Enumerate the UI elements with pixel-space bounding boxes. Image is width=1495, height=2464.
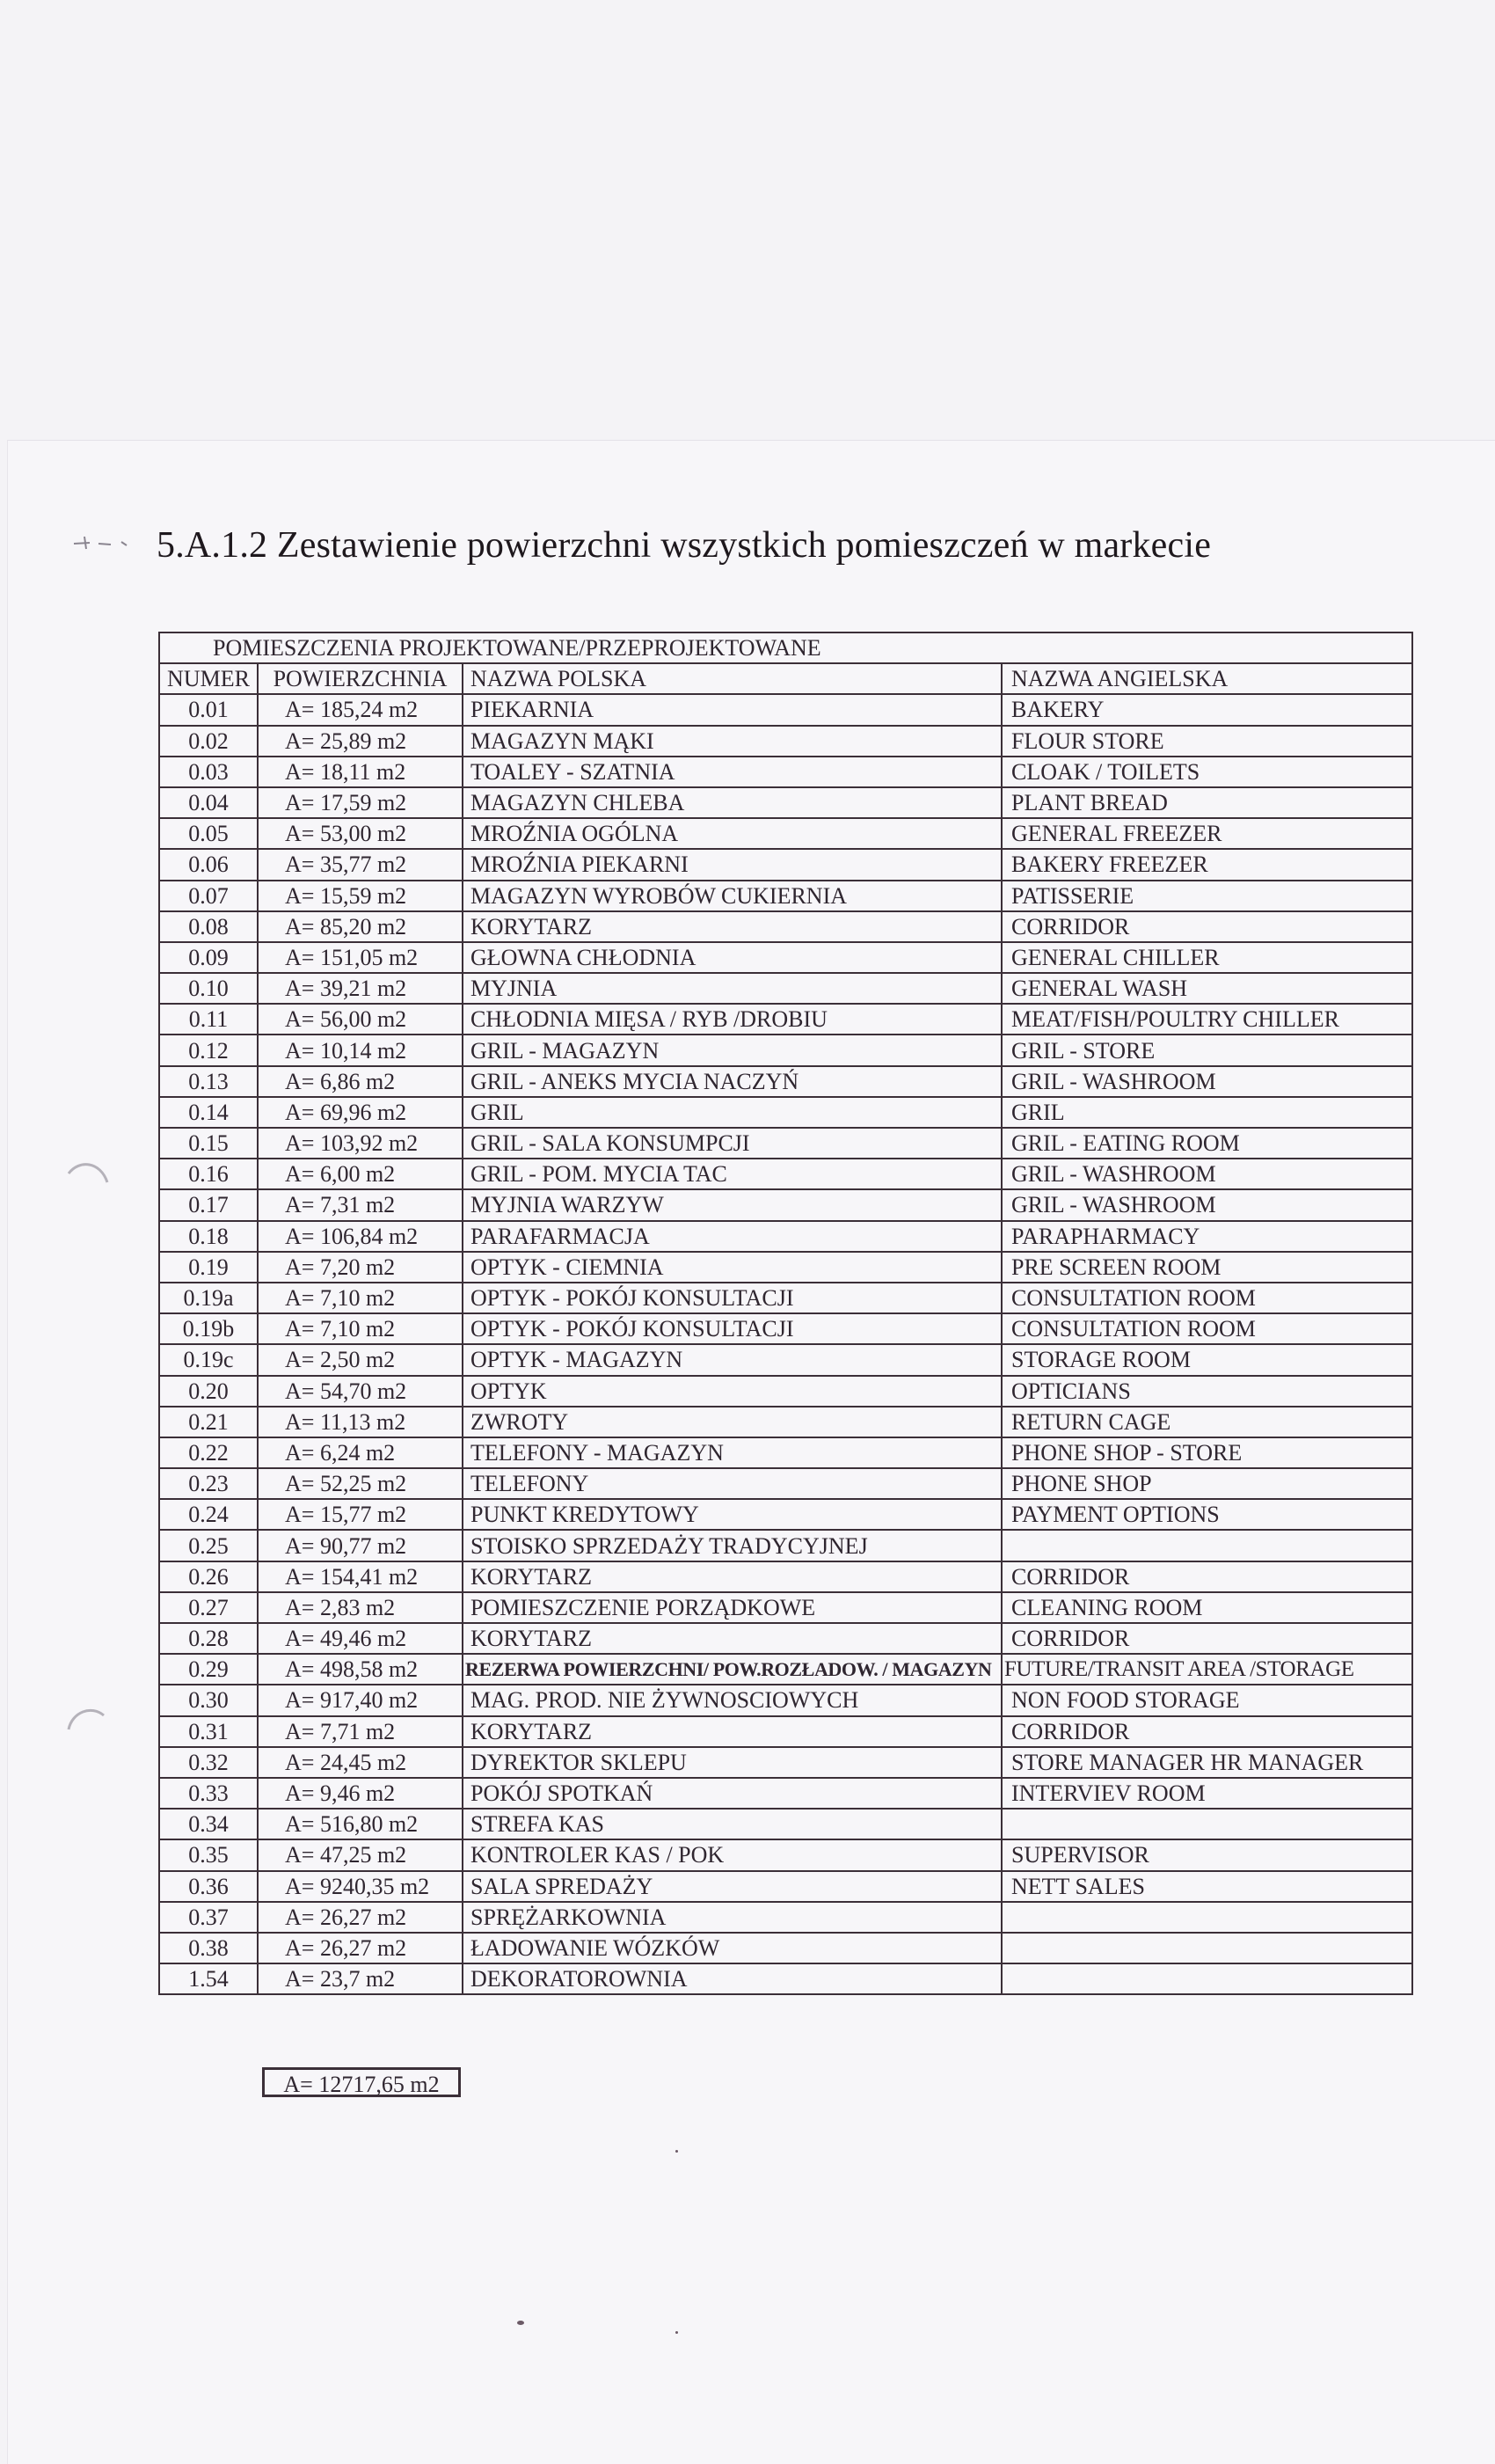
cell-polish-name: MYJNIA [463,973,1002,1004]
cell-english-name: CORRIDOR [1002,1561,1412,1592]
cell-area: A= 516,80 m2 [258,1809,463,1839]
cell-area: A= 6,86 m2 [258,1066,463,1097]
table-row [159,1252,1412,1283]
cell-area: A= 9240,35 m2 [258,1871,463,1902]
cell-area: A= 25,89 m2 [258,726,463,757]
cell-number: 0.12 [159,1035,258,1065]
cell-english-name: GRIL [1002,1097,1412,1128]
cell-english-name: BAKERY [1002,694,1412,725]
scan-speck [675,2331,678,2334]
cell-number: 0.19b [159,1313,258,1344]
cell-polish-name: OPTYK - MAGAZYN [463,1344,1002,1375]
cell-area: A= 151,05 m2 [258,942,463,973]
cell-area: A= 54,70 m2 [258,1376,463,1407]
cell-polish-name: OPTYK - POKÓJ KONSULTACJI [463,1283,1002,1313]
cell-english-name: CLEANING ROOM [1002,1592,1412,1623]
cell-english-name [1002,1809,1412,1839]
cell-english-name: GENERAL FREEZER [1002,818,1412,849]
cell-number: 0.33 [159,1778,258,1809]
cell-english-name: INTERVIEV ROOM [1002,1778,1412,1809]
cell-polish-name: MAG. PROD. NIE ŻYWNOSCIOWYCH [463,1685,1002,1715]
cell-polish-name: MROŹNIA PIEKARNI [463,849,1002,880]
cell-number: 1.54 [159,1963,258,1994]
cell-english-name: GRIL - WASHROOM [1002,1066,1412,1097]
cell-number: 0.04 [159,787,258,818]
cell-polish-name: PUNKT KREDYTOWY [463,1499,1002,1530]
cell-number: 0.15 [159,1128,258,1159]
cell-area: A= 7,71 m2 [258,1716,463,1747]
table-row [159,1376,1412,1407]
cell-number: 0.34 [159,1809,258,1839]
table-row [159,1716,1412,1747]
cell-number: 0.19c [159,1344,258,1375]
cell-polish-name: GRIL - SALA KONSUMPCJI [463,1128,1002,1159]
cell-polish-name: DEKORATOROWNIA [463,1963,1002,1994]
cell-english-name: PRE SCREEN ROOM [1002,1252,1412,1283]
cell-polish-name: KORYTARZ [463,1623,1002,1654]
cell-area: A= 85,20 m2 [258,911,463,942]
cell-english-name: PLANT BREAD [1002,787,1412,818]
cell-english-name: CONSULTATION ROOM [1002,1313,1412,1344]
cell-polish-name: STOISKO SPRZEDAŻY TRADYCYJNEJ [463,1530,1002,1561]
cell-polish-name: OPTYK - POKÓJ KONSULTACJI [463,1313,1002,1344]
cell-area: A= 69,96 m2 [258,1097,463,1128]
cell-english-name: STORE MANAGER HR MANAGER [1002,1747,1412,1778]
table-row [159,911,1412,942]
cell-number: 0.18 [159,1221,258,1252]
cell-number: 0.32 [159,1747,258,1778]
cell-english-name: FUTURE/TRANSIT AREA /STORAGE [1002,1654,1412,1685]
table-row [159,757,1412,787]
cell-area: A= 56,00 m2 [258,1004,463,1035]
cell-english-name: PATISSERIE [1002,881,1412,911]
cell-number: 0.19a [159,1283,258,1313]
table-row [159,1468,1412,1499]
cell-area: A= 6,00 m2 [258,1159,463,1189]
cell-polish-name: OPTYK [463,1376,1002,1407]
cell-english-name: MEAT/FISH/POULTRY CHILLER [1002,1004,1412,1035]
cell-number: 0.22 [159,1437,258,1468]
cell-number: 0.29 [159,1654,258,1685]
cell-polish-name: POKÓJ SPOTKAŃ [463,1778,1002,1809]
cell-number: 0.36 [159,1871,258,1902]
cell-area: A= 7,31 m2 [258,1189,463,1220]
cell-english-name: PARAPHARMACY [1002,1221,1412,1252]
cell-area: A= 90,77 m2 [258,1530,463,1561]
table-row [159,1530,1412,1561]
cell-number: 0.17 [159,1189,258,1220]
cell-number: 0.05 [159,818,258,849]
cell-area: A= 15,59 m2 [258,881,463,911]
table-row [159,1902,1412,1933]
cell-english-name [1002,1530,1412,1561]
table-row [159,1654,1412,1685]
pen-mark [72,528,151,554]
cell-area: A= 917,40 m2 [258,1685,463,1715]
cell-english-name: FLOUR STORE [1002,726,1412,757]
cell-number: 0.06 [159,849,258,880]
table-row [159,818,1412,849]
cell-number: 0.03 [159,757,258,787]
cell-number: 0.01 [159,694,258,725]
cell-english-name: BAKERY FREEZER [1002,849,1412,880]
table-row [159,1189,1412,1220]
cell-number: 0.35 [159,1839,258,1870]
cell-area: A= 7,10 m2 [258,1313,463,1344]
cell-number: 0.10 [159,973,258,1004]
punch-hole-upper [62,1152,114,1205]
cell-number: 0.19 [159,1252,258,1283]
cell-english-name: GRIL - STORE [1002,1035,1412,1065]
cell-polish-name: SPRĘŻARKOWNIA [463,1902,1002,1933]
column-header-number: NUMER [159,663,258,694]
table-row [159,1283,1412,1313]
table-row [159,1747,1412,1778]
total-area: A= 12717,65 m2 [262,2067,461,2097]
table-row [159,1004,1412,1035]
cell-area: A= 35,77 m2 [258,849,463,880]
cell-polish-name: GRIL [463,1097,1002,1128]
cell-number: 0.38 [159,1933,258,1963]
cell-english-name: CLOAK / TOILETS [1002,757,1412,787]
column-header-polish-name: NAZWA POLSKA [463,663,1002,694]
cell-english-name: STORAGE ROOM [1002,1344,1412,1375]
cell-polish-name: PARAFARMACJA [463,1221,1002,1252]
table-row [159,1159,1412,1189]
cell-polish-name: STREFA KAS [463,1809,1002,1839]
cell-polish-name: TOALEY - SZATNIA [463,757,1002,787]
cell-polish-name: MAGAZYN WYROBÓW CUKIERNIA [463,881,1002,911]
cell-polish-name: KORYTARZ [463,1561,1002,1592]
cell-english-name: SUPERVISOR [1002,1839,1412,1870]
cell-area: A= 26,27 m2 [258,1933,463,1963]
table-row [159,1313,1412,1344]
cell-number: 0.28 [159,1623,258,1654]
cell-number: 0.21 [159,1407,258,1437]
cell-area: A= 10,14 m2 [258,1035,463,1065]
cell-english-name: CONSULTATION ROOM [1002,1283,1412,1313]
cell-polish-name: GRIL - MAGAZYN [463,1035,1002,1065]
cell-area: A= 498,58 m2 [258,1654,463,1685]
cell-area: A= 154,41 m2 [258,1561,463,1592]
cell-number: 0.02 [159,726,258,757]
cell-polish-name: TELEFONY - MAGAZYN [463,1437,1002,1468]
cell-english-name [1002,1963,1412,1994]
cell-number: 0.23 [159,1468,258,1499]
scan-speck [675,2150,678,2153]
cell-number: 0.25 [159,1530,258,1561]
table-group-header-row [159,632,1412,663]
table-row [159,1097,1412,1128]
table-row [159,1839,1412,1870]
cell-area: A= 26,27 m2 [258,1902,463,1933]
cell-area: A= 15,77 m2 [258,1499,463,1530]
cell-english-name [1002,1933,1412,1963]
table-row [159,1128,1412,1159]
table-row [159,1809,1412,1839]
cell-area: A= 9,46 m2 [258,1778,463,1809]
cell-number: 0.14 [159,1097,258,1128]
table-row [159,881,1412,911]
cell-number: 0.37 [159,1902,258,1933]
cell-area: A= 23,7 m2 [258,1963,463,1994]
document-heading: 5.A.1.2 Zestawienie powierzchni wszystkich pomieszczeń w markecie [157,525,1212,566]
cell-polish-name: KORYTARZ [463,911,1002,942]
cell-number: 0.08 [159,911,258,942]
cell-polish-name: GRIL - ANEKS MYCIA NACZYŃ [463,1066,1002,1097]
cell-area: A= 17,59 m2 [258,787,463,818]
cell-english-name: OPTICIANS [1002,1376,1412,1407]
cell-polish-name: POMIESZCZENIE PORZĄDKOWE [463,1592,1002,1623]
table-row [159,973,1412,1004]
cell-polish-name: REZERWA POWIERZCHNI/ POW.ROZŁADOW. / MAGAZYN [463,1654,1002,1685]
table-row [159,1685,1412,1715]
cell-english-name: CORRIDOR [1002,1623,1412,1654]
table-row [159,694,1412,725]
cell-area: A= 18,11 m2 [258,757,463,787]
table-row [159,1221,1412,1252]
cell-number: 0.27 [159,1592,258,1623]
table-row [159,1871,1412,1902]
cell-english-name: RETURN CAGE [1002,1407,1412,1437]
table-row [159,1407,1412,1437]
punch-hole-lower [62,1698,114,1751]
cell-polish-name: TELEFONY [463,1468,1002,1499]
column-header-english-name: NAZWA ANGIELSKA [1002,663,1412,694]
cell-area: A= 52,25 m2 [258,1468,463,1499]
cell-polish-name: CHŁODNIA MIĘSA / RYB /DROBIU [463,1004,1002,1035]
cell-area: A= 39,21 m2 [258,973,463,1004]
table-row [159,942,1412,973]
cell-number: 0.26 [159,1561,258,1592]
cell-area: A= 7,20 m2 [258,1252,463,1283]
column-header-area: POWIERZCHNIA [258,663,463,694]
table-row [159,849,1412,880]
cell-area: A= 2,83 m2 [258,1592,463,1623]
cell-area: A= 185,24 m2 [258,694,463,725]
scan-speck [517,2321,524,2325]
cell-area: A= 106,84 m2 [258,1221,463,1252]
table-row [159,1561,1412,1592]
cell-english-name: PAYMENT OPTIONS [1002,1499,1412,1530]
cell-area: A= 103,92 m2 [258,1128,463,1159]
cell-english-name: NETT SALES [1002,1871,1412,1902]
cell-polish-name: GRIL - POM. MYCIA TAC [463,1159,1002,1189]
cell-number: 0.24 [159,1499,258,1530]
cell-number: 0.07 [159,881,258,911]
cell-english-name: GENERAL WASH [1002,973,1412,1004]
cell-polish-name: ZWROTY [463,1407,1002,1437]
cell-polish-name: DYREKTOR SKLEPU [463,1747,1002,1778]
cell-english-name [1002,1902,1412,1933]
cell-english-name: CORRIDOR [1002,911,1412,942]
cell-area: A= 6,24 m2 [258,1437,463,1468]
room-area-table [158,632,1413,1995]
cell-area: A= 24,45 m2 [258,1747,463,1778]
cell-english-name: GRIL - WASHROOM [1002,1189,1412,1220]
cell-english-name: GRIL - EATING ROOM [1002,1128,1412,1159]
table-row [159,1035,1412,1065]
cell-polish-name: KORYTARZ [463,1716,1002,1747]
cell-area: A= 47,25 m2 [258,1839,463,1870]
table-row [159,1963,1412,1994]
cell-english-name: PHONE SHOP [1002,1468,1412,1499]
table-row [159,1437,1412,1468]
cell-number: 0.13 [159,1066,258,1097]
cell-english-name: CORRIDOR [1002,1716,1412,1747]
table-row [159,726,1412,757]
cell-english-name: GRIL - WASHROOM [1002,1159,1412,1189]
cell-area: A= 2,50 m2 [258,1344,463,1375]
cell-polish-name: MAGAZYN MĄKI [463,726,1002,757]
cell-polish-name: PIEKARNIA [463,694,1002,725]
table-row [159,1499,1412,1530]
cell-english-name: GENERAL CHILLER [1002,942,1412,973]
cell-area: A= 7,10 m2 [258,1283,463,1313]
cell-area: A= 11,13 m2 [258,1407,463,1437]
cell-polish-name: MYJNIA WARZYW [463,1189,1002,1220]
cell-english-name: NON FOOD STORAGE [1002,1685,1412,1715]
cell-english-name: PHONE SHOP - STORE [1002,1437,1412,1468]
cell-polish-name: OPTYK - CIEMNIA [463,1252,1002,1283]
cell-area: A= 49,46 m2 [258,1623,463,1654]
table-row [159,1623,1412,1654]
cell-polish-name: ŁADOWANIE WÓZKÓW [463,1933,1002,1963]
cell-polish-name: KONTROLER KAS / POK [463,1839,1002,1870]
cell-number: 0.30 [159,1685,258,1715]
table-row [159,1344,1412,1375]
table-row [159,1592,1412,1623]
cell-number: 0.20 [159,1376,258,1407]
cell-polish-name: MAGAZYN CHLEBA [463,787,1002,818]
cell-number: 0.31 [159,1716,258,1747]
cell-polish-name: GŁOWNA CHŁODNIA [463,942,1002,973]
table-column-header-row [159,663,1412,694]
table-row [159,1066,1412,1097]
table-group-header: POMIESZCZENIA PROJEKTOWANE/PRZEPROJEKTOWANE [159,632,1412,663]
cell-number: 0.09 [159,942,258,973]
cell-area: A= 53,00 m2 [258,818,463,849]
cell-polish-name: SALA SPREDAŻY [463,1871,1002,1902]
cell-number: 0.11 [159,1004,258,1035]
table-row [159,1778,1412,1809]
cell-polish-name: MROŹNIA OGÓLNA [463,818,1002,849]
table-row [159,787,1412,818]
cell-number: 0.16 [159,1159,258,1189]
table-row [159,1933,1412,1963]
